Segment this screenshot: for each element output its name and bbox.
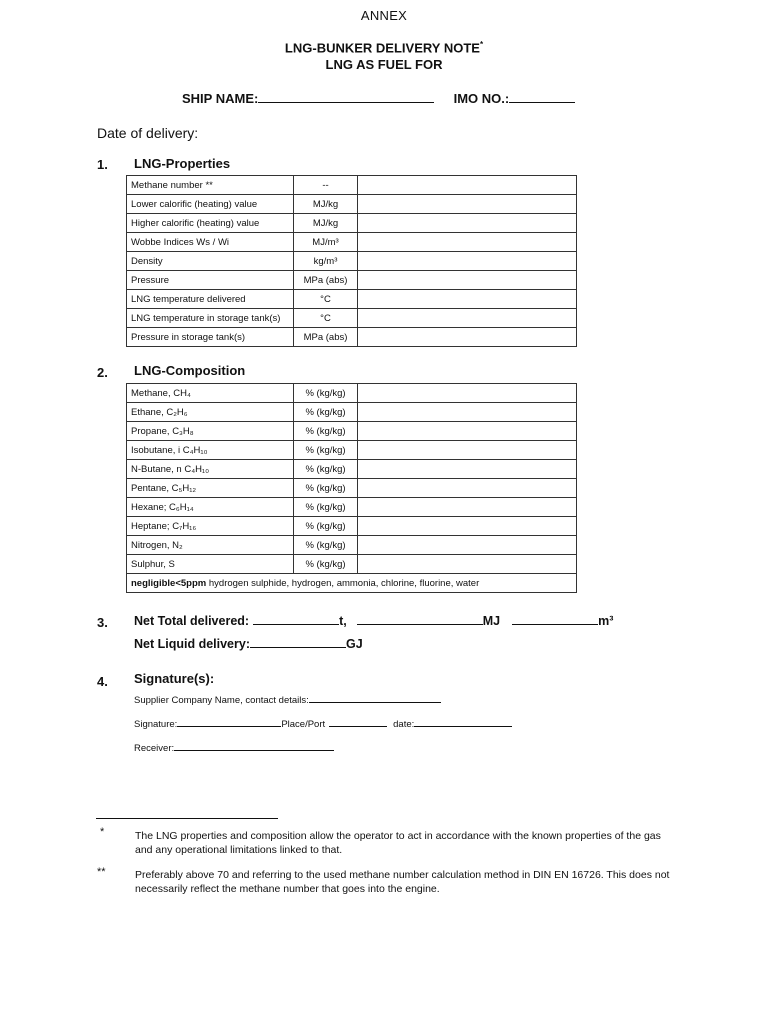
signature-line <box>134 716 512 730</box>
property-value-field[interactable] <box>358 233 577 252</box>
supplier-label: Supplier Company Name, contact details: <box>134 695 309 706</box>
property-label: Higher calorific (heating) value <box>127 214 294 233</box>
place-port-label: Place/Port <box>281 719 326 730</box>
property-row <box>127 214 577 233</box>
section-1-title: LNG-Properties <box>134 156 231 171</box>
property-unit: MPa (abs) <box>294 271 358 290</box>
composition-label: Pentane, C₅H₁₂ <box>127 479 294 498</box>
net-total-line <box>134 612 613 628</box>
composition-value-field[interactable] <box>358 460 577 479</box>
composition-label: Sulphur, S <box>127 555 294 574</box>
footnote-divider <box>96 818 278 819</box>
composition-unit: % (kg/kg) <box>294 479 358 498</box>
composition-unit: % (kg/kg) <box>294 536 358 555</box>
ship-name-field[interactable] <box>258 90 434 103</box>
property-row <box>127 195 577 214</box>
footnote-1-text: The LNG properties and composition allow the operator to act in accordance with the known properties of the gas and any operational limitations linked to that. <box>135 830 661 856</box>
property-label: Pressure <box>127 271 294 290</box>
composition-value-field[interactable] <box>358 536 577 555</box>
net-liquid-line <box>134 635 363 651</box>
composition-row <box>127 555 577 574</box>
property-row <box>127 309 577 328</box>
composition-row <box>127 479 577 498</box>
supplier-field[interactable] <box>309 692 441 703</box>
composition-label: Hexane; C₆H₁₄ <box>127 498 294 517</box>
property-unit: -- <box>294 176 358 195</box>
property-row <box>127 328 577 347</box>
composition-label: Heptane; C₇H₁₆ <box>127 517 294 536</box>
footnote-1-mark: * <box>100 826 105 838</box>
property-unit: MJ/kg <box>294 195 358 214</box>
date-of-delivery-label: Date of delivery: <box>97 125 199 141</box>
composition-row <box>127 422 577 441</box>
receiver-line <box>134 740 334 754</box>
ship-line <box>182 90 575 106</box>
composition-value-field[interactable] <box>358 422 577 441</box>
section-4-title: Signature(s): <box>134 671 215 686</box>
property-value-field[interactable] <box>358 176 577 195</box>
title-line-1: LNG-BUNKER DELIVERY NOTE <box>284 40 480 56</box>
composition-label: Methane, CH₄ <box>127 384 294 403</box>
negligible-cell <box>127 574 577 593</box>
composition-unit: % (kg/kg) <box>294 498 358 517</box>
net-total-mj-field[interactable] <box>357 612 483 625</box>
unit-mj: MJ <box>482 614 501 628</box>
property-row <box>127 176 577 195</box>
net-total-m3-field[interactable] <box>512 612 598 625</box>
property-unit: °C <box>294 290 358 309</box>
composition-value-field[interactable] <box>358 403 577 422</box>
title-footnote-mark: * <box>479 40 484 49</box>
property-label: Wobbe Indices Ws / Wi <box>127 233 294 252</box>
property-label: Pressure in storage tank(s) <box>127 328 294 347</box>
property-unit: MPa (abs) <box>294 328 358 347</box>
property-unit: °C <box>294 309 358 328</box>
section-3-number: 3. <box>97 615 108 630</box>
negligible-substances: hydrogen sulphide, hydrogen, ammonia, chlorine, fluorine, water <box>208 577 480 589</box>
date-label: date: <box>393 719 415 730</box>
composition-unit: % (kg/kg) <box>294 441 358 460</box>
property-label: Methane number ** <box>127 176 294 195</box>
property-value-field[interactable] <box>358 328 577 347</box>
composition-row <box>127 441 577 460</box>
property-label: LNG temperature delivered <box>127 290 294 309</box>
composition-unit: % (kg/kg) <box>294 555 358 574</box>
composition-row <box>127 460 577 479</box>
property-value-field[interactable] <box>358 290 577 309</box>
composition-unit: % (kg/kg) <box>294 403 358 422</box>
property-row <box>127 252 577 271</box>
property-value-field[interactable] <box>358 309 577 328</box>
composition-value-field[interactable] <box>358 384 577 403</box>
property-row <box>127 233 577 252</box>
net-total-label: Net Total delivered: <box>134 614 250 628</box>
unit-gj: GJ <box>346 637 363 651</box>
property-unit: MJ/m³ <box>294 233 358 252</box>
lng-properties-table <box>126 175 577 347</box>
property-label: Lower calorific (heating) value <box>127 195 294 214</box>
receiver-field[interactable] <box>174 740 334 751</box>
net-liquid-field[interactable] <box>250 635 346 648</box>
signature-field[interactable] <box>177 716 281 727</box>
property-value-field[interactable] <box>358 271 577 290</box>
property-unit: MJ/kg <box>294 214 358 233</box>
composition-unit: % (kg/kg) <box>294 384 358 403</box>
property-value-field[interactable] <box>358 214 577 233</box>
section-1-number: 1. <box>97 157 108 172</box>
ship-name-label: SHIP NAME: <box>182 91 259 106</box>
composition-unit: % (kg/kg) <box>294 460 358 479</box>
composition-value-field[interactable] <box>358 498 577 517</box>
document-title <box>0 40 768 55</box>
composition-value-field[interactable] <box>358 517 577 536</box>
lng-composition-table <box>126 383 577 593</box>
property-row <box>127 290 577 309</box>
property-label: Density <box>127 252 294 271</box>
composition-label: Ethane, C₂H₆ <box>127 403 294 422</box>
composition-label: Nitrogen, N₂ <box>127 536 294 555</box>
property-label: LNG temperature in storage tank(s) <box>127 309 294 328</box>
composition-unit: % (kg/kg) <box>294 517 358 536</box>
property-row <box>127 271 577 290</box>
composition-label: N-Butane, n C₄H₁₀ <box>127 460 294 479</box>
composition-unit: % (kg/kg) <box>294 422 358 441</box>
composition-value-field[interactable] <box>358 441 577 460</box>
net-total-tonnes-field[interactable] <box>253 612 339 625</box>
negligible-threshold: negligible<5ppm <box>131 577 207 589</box>
composition-row <box>127 403 577 422</box>
date-field[interactable] <box>414 716 512 727</box>
composition-label: Isobutane, i C₄H₁₀ <box>127 441 294 460</box>
net-liquid-label: Net Liquid delivery: <box>134 637 250 651</box>
footnote-2-mark: ** <box>97 866 106 878</box>
section-2-title: LNG-Composition <box>134 363 246 378</box>
composition-row <box>127 384 577 403</box>
annex-heading: ANNEX <box>360 8 408 23</box>
composition-value-field[interactable] <box>358 555 577 574</box>
property-value-field[interactable] <box>358 252 577 271</box>
place-port-field[interactable] <box>329 716 387 727</box>
property-unit: kg/m³ <box>294 252 358 271</box>
receiver-label: Receiver: <box>134 743 175 754</box>
section-2-number: 2. <box>97 365 108 380</box>
imo-label: IMO NO.: <box>453 91 510 106</box>
footnote-2-text: Preferably above 70 and referring to the used methane number calculation method in DIN EN 16726. This does not necessarily reflect the methane number that goes into the engine. <box>135 869 670 895</box>
unit-tonnes: t, <box>339 614 347 628</box>
composition-row <box>127 536 577 555</box>
signature-label: Signature: <box>134 719 178 730</box>
imo-field[interactable] <box>509 90 575 103</box>
composition-row <box>127 498 577 517</box>
composition-row <box>127 517 577 536</box>
document-subtitle: LNG AS FUEL FOR <box>325 57 443 72</box>
composition-value-field[interactable] <box>358 479 577 498</box>
section-4-number: 4. <box>97 674 108 689</box>
unit-m3: m³ <box>598 614 614 628</box>
negligible-row <box>127 574 577 593</box>
composition-label: Propane, C₃H₈ <box>127 422 294 441</box>
property-value-field[interactable] <box>358 195 577 214</box>
supplier-line <box>134 692 441 706</box>
